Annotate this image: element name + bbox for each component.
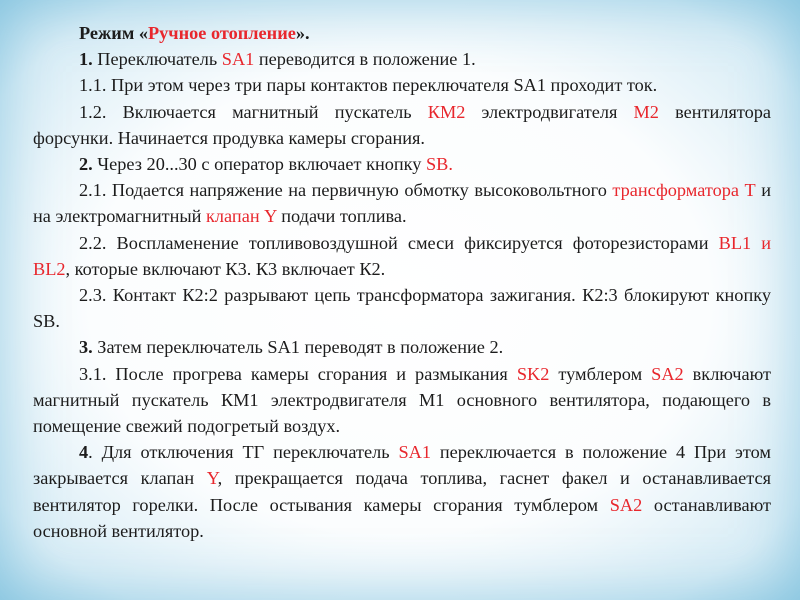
text-run: 1. (79, 49, 93, 70)
highlighted-term: SB. (426, 154, 453, 175)
highlighted-term: BL1 и BL2 (33, 232, 771, 279)
paragraph (33, 99, 771, 151)
text-run: 4 (79, 442, 89, 463)
text-run: Через 20...30 с оператор включает кнопку (92, 154, 427, 175)
text-run: 2.3. Контакт К2:2 разрывают цепь трансформатора зажигания. К2:3 блокируют кнопку SB. (33, 285, 771, 332)
document-body (33, 20, 771, 544)
paragraph (33, 46, 771, 72)
paragraph-list (33, 46, 771, 544)
text-run: 2.2. Воспламенение топливовоздушной смеси фиксируется фоторезисторами (79, 232, 719, 253)
text-run: 3. (79, 337, 93, 358)
highlighted-term: Y (206, 468, 218, 489)
highlighted-term: SA2 (609, 494, 643, 515)
paragraph (33, 282, 771, 334)
paragraph (33, 230, 771, 282)
highlighted-term: КМ2 (427, 101, 466, 122)
heading (33, 20, 771, 46)
heading-prefix: Режим « (79, 23, 148, 43)
text-run: , которые включают К3. К3 включает К2. (65, 258, 386, 279)
heading-suffix: ». (295, 23, 310, 43)
paragraph (33, 439, 771, 544)
text-run: Затем переключатель SA1 переводят в положение 2. (92, 337, 504, 358)
text-run: 1.2. Включается магнитный пускатель (79, 101, 428, 122)
text-run: останавливают основной вентилятор. (33, 494, 772, 541)
text-run: 2.1. Подается напряжение на первичную обмотку высоковольтного (79, 180, 613, 201)
text-run: 2. (79, 154, 93, 175)
text-run: и на электромагнитный (33, 180, 771, 227)
paragraph (33, 361, 771, 440)
highlighted-term: SA2 (651, 363, 684, 384)
text-run: переводится в положение 1. (254, 49, 476, 70)
text-run: переключается в положение 4 При этом закрывается клапан (33, 442, 771, 489)
paragraph (33, 334, 771, 360)
text-run: 3.1. После прогрева камеры сгорания и размыкания (79, 363, 517, 384)
highlighted-term: SA1 (221, 49, 255, 70)
text-run: 1.1. При этом через три пары контактов переключателя SA1 проходит ток. (79, 75, 658, 96)
text-run: тумблером (549, 363, 652, 384)
text-run: Переключатель (92, 49, 222, 70)
paragraph (33, 177, 771, 229)
heading-highlight: Ручное отопление (148, 23, 296, 43)
highlighted-term: клапан Y (206, 206, 277, 227)
text-run: электродвигателя (465, 101, 634, 122)
text-run: вентилятора форсунки. Начинается продувка камеры сгорания. (33, 101, 771, 148)
text-run: , прекращается подача топлива, гаснет факел и останавливается вентилятор горелки. После остывания камеры сгорания тумблером (33, 468, 771, 515)
text-run: включают магнитный пускатель КМ1 электродвигателя М1 основного вентилятора, подающего в помещение свежий подогретый воздух. (33, 363, 771, 437)
highlighted-term: SK2 (516, 363, 550, 384)
text-run: подачи топлива. (276, 206, 407, 227)
paragraph (33, 72, 771, 98)
highlighted-term: трансформатора Т (612, 180, 756, 201)
highlighted-term: М2 (633, 101, 659, 122)
paragraph (33, 151, 771, 177)
highlighted-term: SA1 (398, 442, 431, 463)
text-run: . Для отключения ТГ переключатель (88, 442, 399, 463)
